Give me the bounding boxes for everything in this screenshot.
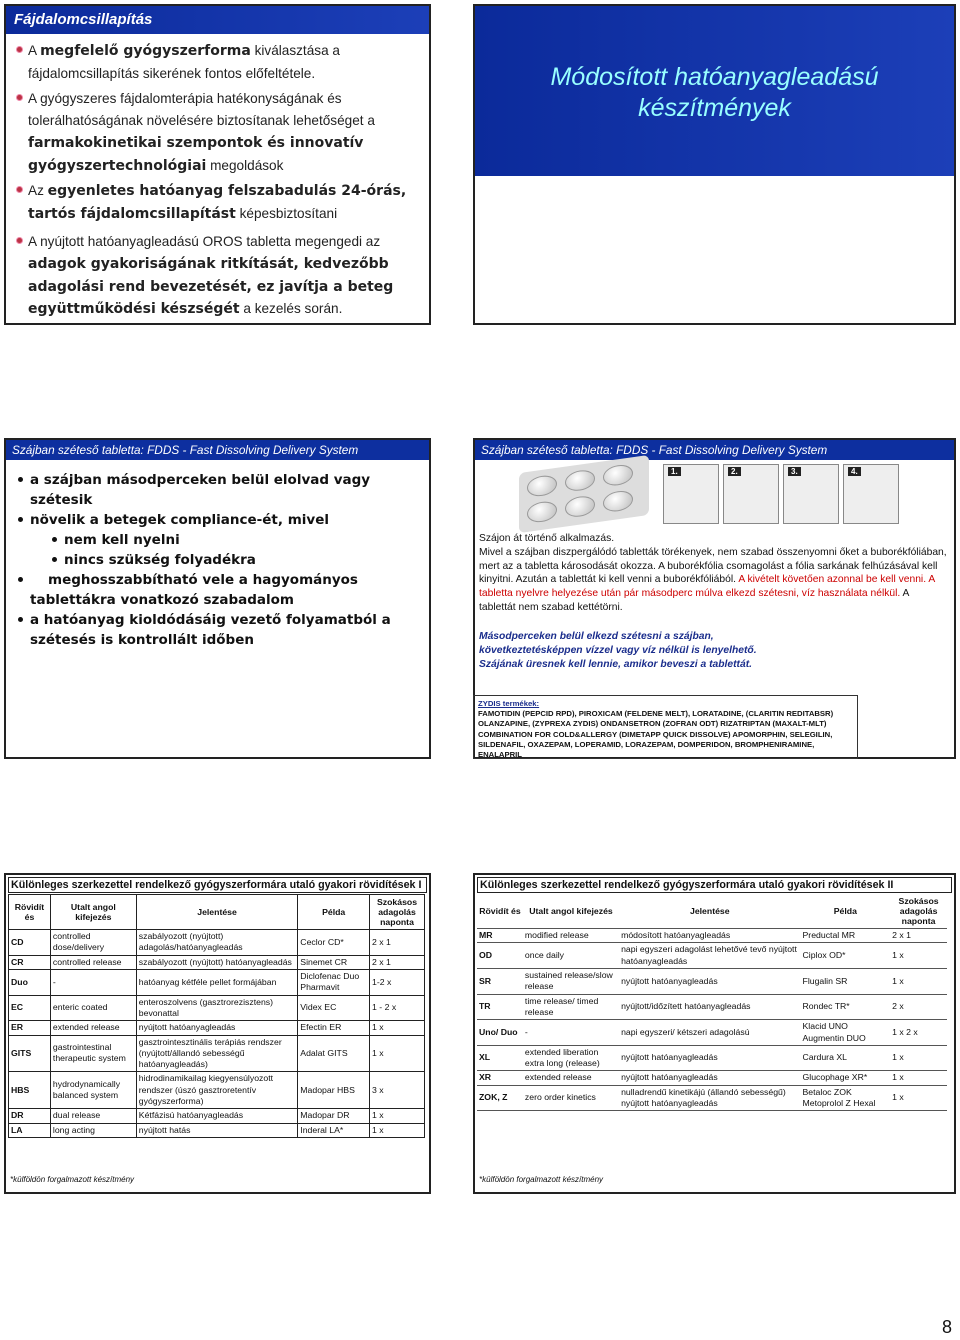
table-row <box>9 995 425 1021</box>
table-cell: DR <box>9 1109 51 1123</box>
table-cell: napi egyszeri adagolást lehetővé tevő nyújtott hatóanyagleadás <box>619 943 800 969</box>
table-cell: Videx EC <box>298 995 370 1021</box>
table-cell: nyújtott hatás <box>136 1123 298 1137</box>
table-cell: - <box>523 1020 619 1046</box>
slide-modified-release <box>473 4 956 325</box>
fdds-subpoint-1: nem kell nyelni <box>64 530 180 550</box>
table-cell: Adalat GITS <box>298 1035 370 1072</box>
table-cell: nyújtott hatóanyagleadás <box>619 968 800 994</box>
abbreviation-table-2: Rövidít és Utalt angol kifejezés Jelentése Példa Szokásos adagolás naponta MR modified release módosított hatóanyagleadás Preductal MR 2 x 1 OD once daily napi egyszeri adagolást lehetővé tevő nyújtott hatóanyagleadás Ciplox OD* 1 x SR sustained release/slow release nyújtott hatóanyagleadás Flugalin SR 1 x TR time release/ timed release nyújtott/időzített hatóanyagleadás Rondec TR* 2 x Uno/ Duo - napi egyszeri/ kétszeri adagolású Klacid UNO Augmentin DUO 1 x 2 x XL extended liberation extra long (release) nyújtott hatóanyagleadás Cardura XL 1 x XR extended release nyújtott hatóanyagleadás Glucophage XR* 1 x ZOK, Z zero order kinetics nulladrendű kinetikájú (állandó sebességű) nyújtott hatóanyagleadás Betaloc ZOK Metoprolol Z Hexal 1 x <box>477 894 947 1111</box>
step-3-illustration: 3. <box>783 464 839 524</box>
table-cell: Flugalin SR <box>801 968 891 994</box>
table-cell: enteric coated <box>50 995 136 1021</box>
table-cell: 1 - 2 x <box>370 995 425 1021</box>
table-cell: napi egyszeri/ kétszeri adagolású <box>619 1020 800 1046</box>
table-cell: Sinemet CR <box>298 955 370 969</box>
table-cell: 2 x 1 <box>890 929 947 943</box>
table-cell: XL <box>477 1045 523 1071</box>
table-cell: nyújtott hatóanyagleadás <box>136 1021 298 1035</box>
table-cell: hatóanyag kétféle pellet formájában <box>136 969 298 995</box>
bullet-2: A gyógyszeres fájdalomterápia hatékonyságának és tolerálhatóságának növelésére biztosítanak lehetőséget a farmakokinetikai szempontok és innovatív gyógyszertechnológiai megoldások <box>16 88 423 177</box>
table-cell: szabályozott (nyújtott) adagolás/hatóanyagleadás <box>136 930 298 956</box>
table-row <box>477 1071 947 1085</box>
abbreviation-table-1: Rövidít és Utalt angol kifejezés Jelentése Példa Szokásos adagolás naponta CD controlled dose/delivery szabályozott (nyújtott) adagolás/hatóanyagleadás Ceclor CD* 2 x 1 CR controlled release szabályozott (nyújtott) hatóanyagleadás Sinemet CR 2 x 1 Duo - hatóanyag kétféle pellet formájában Diclofenac Duo Pharmavit 1-2 x EC enteric coated enteroszolvens (gasztrorezisztens) bevonattal Videx EC 1 - 2 x ER extended release nyújtott hatóanyagleadás Efectin ER 1 x GITS gastrointestinal therapeutic system gasztrointesztinális terápiás rendszer (nyújtott/állandó sebességű hatóanyagleadás) Adalat GITS 1 x HBS hydrodynamically balanced system hidrodinamikailag kiegyensúlyozott rendszer (úszó gasztroretentív gyógyszerforma) Madopar HBS 3 x DR dual release Kétfázisú hatóanyagleadás Madopar DR 1 x LA long acting nyújtott hatás Inderal LA* 1 x <box>8 894 425 1138</box>
table-cell: controlled release <box>50 955 136 969</box>
table-cell: LA <box>9 1123 51 1137</box>
table-cell: ER <box>9 1021 51 1035</box>
table-cell: long acting <box>50 1123 136 1137</box>
table-title: Különleges szerkezettel rendelkező gyógyszerformára utaló gyakori rövidítések I <box>8 877 427 893</box>
table-cell: modified release <box>523 929 619 943</box>
bullet-icon <box>16 46 23 53</box>
bullet-4: A nyújtott hatóanyagleadású OROS tabletta megengedi az adagok gyakoriságának ritkítását, kedvezőbb adagolási rend bevezetését, ez javítja a beteg együttműködési készségét a kezelés során. <box>16 231 423 321</box>
table-row <box>9 1072 425 1109</box>
table-row <box>9 1035 425 1072</box>
table-cell: Betaloc ZOK Metoprolol Z Hexal <box>801 1085 891 1111</box>
table-cell: extended release <box>523 1071 619 1085</box>
table-cell: Ceclor CD* <box>298 930 370 956</box>
table-cell: 2 x <box>890 994 947 1020</box>
table-cell: 1 x <box>370 1123 425 1137</box>
table-cell: extended release <box>50 1021 136 1035</box>
table-cell: nyújtott hatóanyagleadás <box>619 1045 800 1071</box>
step-4-illustration: 4. <box>843 464 899 524</box>
table-cell: 1 x <box>890 968 947 994</box>
slide-pain-relief <box>4 4 431 325</box>
slide-title: Szájban széteső tabletta: FDDS - Fast Dissolving Delivery System <box>6 440 429 460</box>
table-cell: 1 x <box>370 1109 425 1123</box>
zydis-products: ZYDIS termékek: FAMOTIDIN (PEPCID RPD), PIROXICAM (FELDENE MELT), LORATADINE, (CLARITIN REDITABSR) OLANZAPINE, (ZYPREXA ZYDIS) ONDANSETRON (ZOFRAN ODT) RIZATRIPTAN (MAXALT-MLT) COMBINATION FOR COLD&ALLERGY (DIMETAPP QUICK DISSOLVE) APOMORPHIN, SELEGILIN, SILDENAFIL, OXAZEPAM, LOPERAMID, LORAZEPAM, DOMPERIDON, BROMPHENIRAMINE, ENALAPRIL <box>473 695 858 759</box>
table-cell: 1 x <box>370 1035 425 1072</box>
bullet-icon <box>16 94 23 101</box>
table-cell: EC <box>9 995 51 1021</box>
table-cell: zero order kinetics <box>523 1085 619 1111</box>
table-cell: Kétfázisú hatóanyagleadás <box>136 1109 298 1123</box>
table-row <box>477 1020 947 1046</box>
table-cell: Rondec TR* <box>801 994 891 1020</box>
table-cell: nyújtott/időzített hatóanyagleadás <box>619 994 800 1020</box>
table-cell: sustained release/slow release <box>523 968 619 994</box>
table-cell: 3 x <box>370 1072 425 1109</box>
table-cell: Klacid UNO Augmentin DUO <box>801 1020 891 1046</box>
table-cell: time release/ timed release <box>523 994 619 1020</box>
usage-note: Másodperceken belül elkezd szétesni a szájban, következtetésképpen vízzel vagy víz nélkül is lenyelhető. Szájának üresnek kell lennie, amikor beveszi a tablettát. <box>479 631 757 670</box>
slide-title: Módosított hatóanyagleadású készítmények <box>475 6 954 176</box>
fdds-point-4: a hatóanyag kioldódásáig vezető folyamatból a szétesés is kontrollált időben <box>30 610 391 651</box>
table-cell: 1 x <box>890 1085 947 1111</box>
table-row <box>9 1109 425 1123</box>
table-cell: ZOK, Z <box>477 1085 523 1111</box>
fdds-point-2: növelik a betegek compliance-ét, mivel <box>30 510 329 530</box>
table-cell: Glucophage XR* <box>801 1071 891 1085</box>
table-cell: controlled dose/delivery <box>50 930 136 956</box>
table-cell: CR <box>9 955 51 969</box>
slide-abbreviations-2 <box>473 873 956 1194</box>
table-cell: 1 x <box>890 943 947 969</box>
slide-abbreviations-1 <box>4 873 431 1194</box>
table-cell: CD <box>9 930 51 956</box>
table-cell: hydrodynamically balanced system <box>50 1072 136 1109</box>
table-cell: XR <box>477 1071 523 1085</box>
table-cell: Preductal MR <box>801 929 891 943</box>
table-cell: Duo <box>9 969 51 995</box>
table-row <box>9 955 425 969</box>
table-row <box>477 1045 947 1071</box>
usage-text: Szájon át történő alkalmazás. Mivel a szájban diszpergálódó tabletták törékenyek, nem szabad összenyomni őket a buborékfóliában, mert az a tabletta károsodását okozza. A buborékfólia csomagolást a fólia sarkának felhúzásával kell kinyitni. Azután a tablettát ki kell venni a buborékfóliából. A kivételt követően azonnal be kell venni. A tabletta nyelvre helyezése után pár másodperc múlva elkezd szétesni, víz használata nélkül. A tablettát nem szabad kettétörni. <box>479 533 947 613</box>
bullet-3: Az egyenletes hatóanyag felszabadulás 24-órás, tartós fájdalomcsillapítást képesbiztosítani <box>16 180 423 225</box>
slide-title: Szájban széteső tabletta: FDDS - Fast Dissolving Delivery System <box>475 440 954 460</box>
table-cell: 1 x <box>890 1045 947 1071</box>
blister-pack-image <box>519 455 649 533</box>
bullet-1: A megfelelő gyógyszerforma kiválasztása a fájdalomcsillapítás sikerének fontos előfeltétele. <box>16 40 423 85</box>
table-cell: 2 x 1 <box>370 955 425 969</box>
fdds-subpoint-2: nincs szükség folyadékra <box>64 550 256 570</box>
table-cell: SR <box>477 968 523 994</box>
table-cell: 1 x 2 x <box>890 1020 947 1046</box>
table-title: Különleges szerkezettel rendelkező gyógyszerformára utaló gyakori rövidítések II <box>477 877 952 893</box>
table-cell: TR <box>477 994 523 1020</box>
table-cell: módosított hatóanyagleadás <box>619 929 800 943</box>
table-cell: Madopar DR <box>298 1109 370 1123</box>
table-cell: gasztrointesztinális terápiás rendszer (nyújtott/állandó sebességű hatóanyagleadás) <box>136 1035 298 1072</box>
table-cell: 1 x <box>370 1021 425 1035</box>
table-row <box>9 930 425 956</box>
footnote: *külföldön forgalmazott készítmény <box>10 1175 135 1184</box>
bullet-icon <box>16 186 23 193</box>
table-cell: Diclofenac Duo Pharmavit <box>298 969 370 995</box>
table-row <box>477 1085 947 1111</box>
step-1-illustration: 1. <box>663 464 719 524</box>
page-number: 8 <box>941 1317 952 1337</box>
table-row <box>477 994 947 1020</box>
table-row <box>477 968 947 994</box>
table-row <box>477 929 947 943</box>
table-cell: 2 x 1 <box>370 930 425 956</box>
table-cell: enteroszolvens (gasztrorezisztens) bevonattal <box>136 995 298 1021</box>
table-cell: Cardura XL <box>801 1045 891 1071</box>
table-cell: OD <box>477 943 523 969</box>
table-cell: Inderal LA* <box>298 1123 370 1137</box>
table-cell: nulladrendű kinetikájú (állandó sebességű) nyújtott hatóanyagleadás <box>619 1085 800 1111</box>
step-2-illustration: 2. <box>723 464 779 524</box>
table-cell: Uno/ Duo <box>477 1020 523 1046</box>
footnote: *külföldön forgalmazott készítmény <box>479 1175 604 1184</box>
fdds-point-1: a szájban másodperceken belül elolvad vagy szétesik <box>30 470 370 511</box>
table-cell: GITS <box>9 1035 51 1072</box>
table-cell: once daily <box>523 943 619 969</box>
table-cell: Madopar HBS <box>298 1072 370 1109</box>
table-row <box>477 943 947 969</box>
table-cell: - <box>50 969 136 995</box>
table-cell: nyújtott hatóanyagleadás <box>619 1071 800 1085</box>
table-cell: Ciplox OD* <box>801 943 891 969</box>
table-row <box>9 969 425 995</box>
table-row <box>9 1021 425 1035</box>
table-cell: HBS <box>9 1072 51 1109</box>
table-cell: 1 x <box>890 1071 947 1085</box>
fdds-point-3: meghosszabbítható vele a hagyományos tablettákra vonatkozó szabadalom <box>30 570 358 611</box>
table-cell: MR <box>477 929 523 943</box>
table-cell: hidrodinamikailag kiegyensúlyozott rendszer (úszó gasztroretentív gyógyszerforma) <box>136 1072 298 1109</box>
slide-fdds <box>4 438 431 759</box>
table-cell: szabályozott (nyújtott) hatóanyagleadás <box>136 955 298 969</box>
table-cell: 1-2 x <box>370 969 425 995</box>
table-cell: gastrointestinal therapeutic system <box>50 1035 136 1072</box>
bullet-icon <box>16 237 23 244</box>
slide-title: Fájdalomcsillapítás <box>6 6 429 34</box>
table-cell: dual release <box>50 1109 136 1123</box>
table-cell: Efectin ER <box>298 1021 370 1035</box>
table-row <box>9 1123 425 1137</box>
table-cell: extended liberation extra long (release) <box>523 1045 619 1071</box>
